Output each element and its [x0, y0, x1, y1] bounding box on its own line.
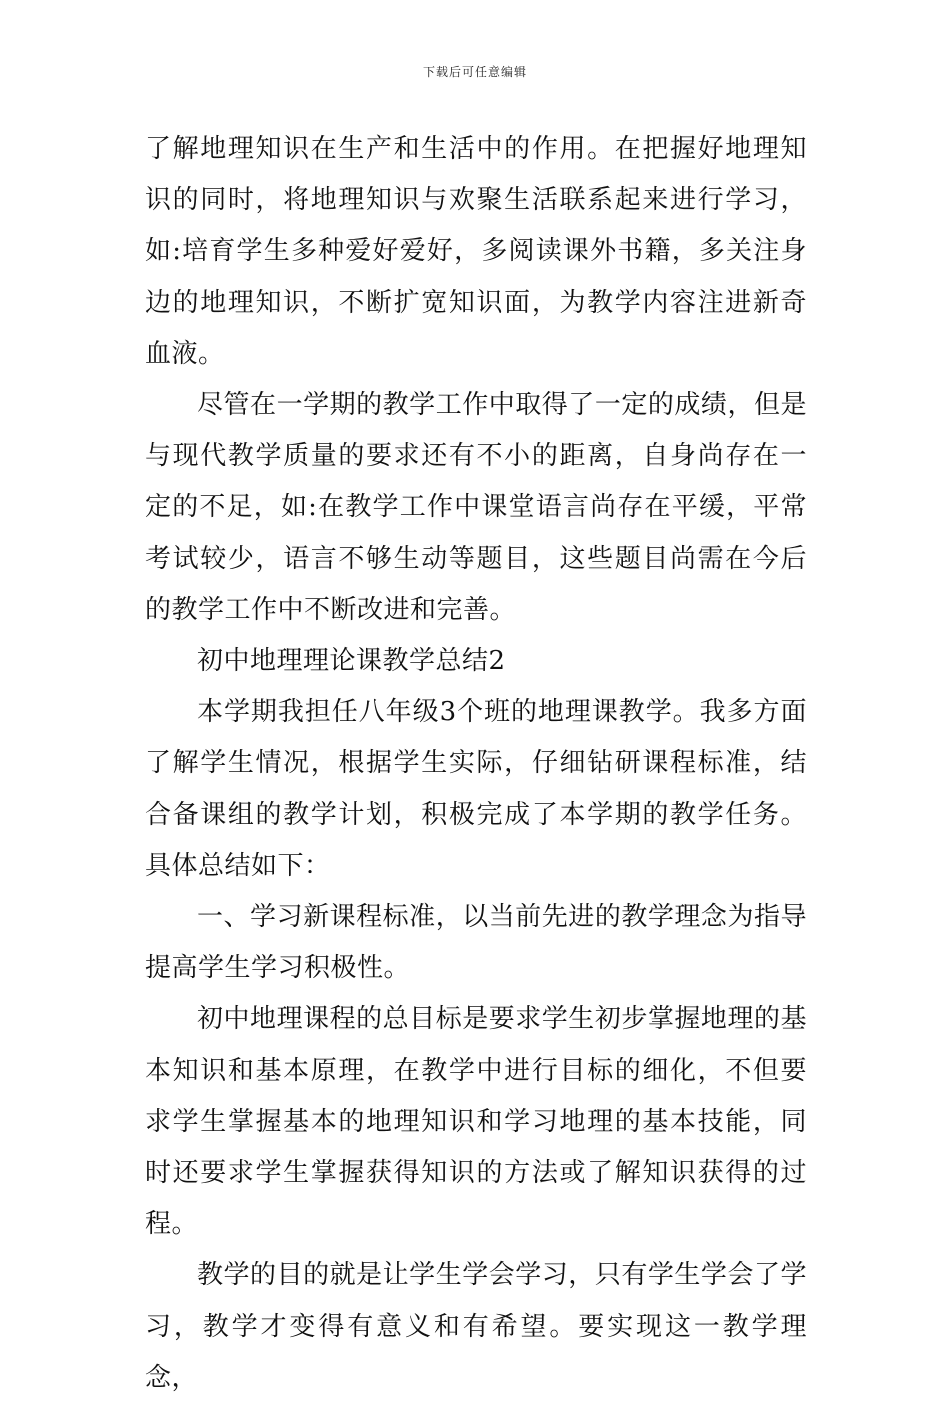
paragraph-heading-one: 一、学习新课程标准，以当前先进的教学理念为指导提高学生学习积极性。 [145, 902, 807, 984]
paragraph-teaching-purpose: 教学的目的就是让学生学会学习，只有学生学会了学习，教学才变得有意义和有希望。要实现这一教学理念， [145, 1260, 807, 1393]
paragraph-continuation: 了解地理知识在生产和生活中的作用。在把握好地理知识的同时，将地理知识与欢聚生活联系起来进行学习，如:培育学生多种爱好爱好，多阅读课外书籍，多关注身边的地理知识，不断扩宽知识面，为教学内容注进新奇血液。 [145, 134, 807, 369]
document-body [145, 124, 807, 1404]
header-note: 下载后可任意编辑 [422, 65, 527, 79]
paragraph-intro: 本学期我担任八年级3个班的地理课教学。我多方面了解学生情况，根据学生实际，仔细钻研课程标准，结合备课组的教学计划，积极完成了本学期的教学任务。具体总结如下： [145, 697, 807, 881]
section-title: 初中地理理论课教学总结2 [197, 646, 506, 677]
paragraph-curriculum-goal: 初中地理课程的总目标是要求学生初步掌握地理的基本知识和基本原理，在教学中进行目标的细化，不但要求学生掌握基本的地理知识和学习地理的基本技能，同时还要求学生掌握获得知识的方法或了解知识获得的过程。 [145, 1004, 807, 1240]
paragraph-shortcomings: 尽管在一学期的教学工作中取得了一定的成绩，但是与现代教学质量的要求还有不小的距离，自身尚存在一定的不足，如:在教学工作中课堂语言尚存在平缓，平常考试较少，语言不够生动等题目，这些题目尚需在今后的教学工作中不断改进和完善。 [145, 390, 807, 625]
